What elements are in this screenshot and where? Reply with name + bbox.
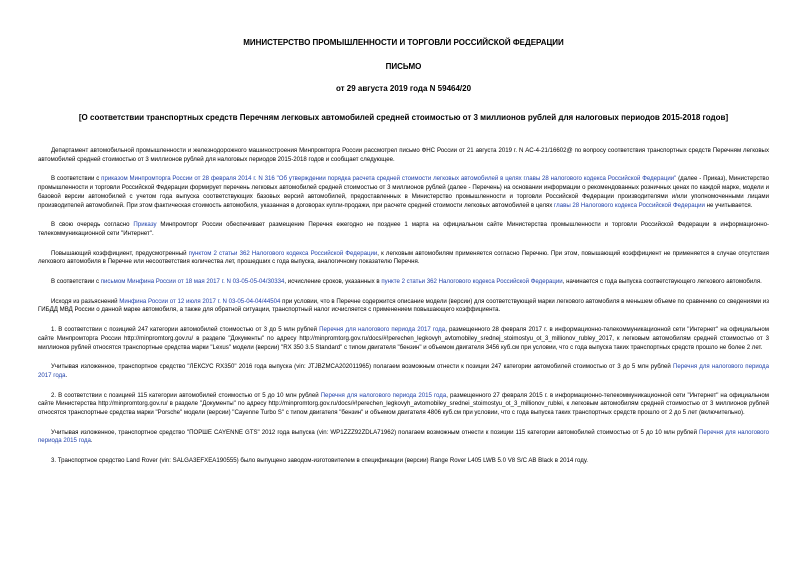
- paragraph-text: .: [65, 371, 68, 379]
- paragraph-item-3: [38, 457, 769, 466]
- paragraph-text: , размещенного 28 февраля 2017 г. в информационно-телекоммуникационной сети "Интернет" на официальном сайте Минпромторга России http://minpromtorg.gov.ru/ в разделе "Документы" по адресу http://minpromtorg.gov.ru/docs/#!perechen_legkovyh_avtomobiley_srednej_stoimostyu_ot_3_millionov_rubley_2017, к легковым автомобилям средней стоимостью от 3 миллионов рублей относятся транспортные средства марки "Lexus" модели (версии) "RX 350 3.5 Standard" с типом двигателя "бензин" и объемом двигателя 3456 куб.см при условии, что с года выпуска таких транспортных средств прошло не более 2 лет.: [38, 326, 769, 351]
- tax-code-article-362-link[interactable]: пункте 2 статьи 362 Налогового кодекса Российской Федерации: [381, 278, 563, 286]
- list-2017-link[interactable]: Перечня для налогового периода 2017 года: [319, 326, 446, 334]
- paragraph-text: В свою очередь согласно: [51, 221, 134, 229]
- list-2015-link[interactable]: Перечня для налогового периода 2015 года: [320, 391, 447, 399]
- paragraph-intro: [38, 147, 769, 164]
- paragraph-text: при условии, что в Перечне содержится описание модели (версии) для соответствующей марки легкового автомобиля в меньшем объеме по сравнению со сведениями из ГИБДД МВД России о данной марке автомобиля, а также для обратной ситуации, транспортный налог исчисляется с применением повышающего коэффициента.: [38, 297, 769, 314]
- order-316-link[interactable]: приказом Минпромторга России от 28 февраля 2014 г. N 316 "Об утверждении порядка расчета средней стоимости легковых автомобилей в целях главы 28 налогового кодекса Российской Федерации": [101, 175, 677, 183]
- document-date-number: от 29 августа 2019 года N 59464/20: [335, 84, 472, 93]
- paragraph-text: , размещенного 27 февраля 2015 г. в информационно-телекоммуникационной сети "Интернет" на официальном сайте Министерства http://minpromtorg.gov.ru/ в разделе "Документы" по адресу http://minpromtorg.gov.ru/docs/#!perechen_legkovyh_avtomobiley_srednei_stoimostyu_ot_3_millionov_rublei, к легковым автомобилям средней стоимостью от 3 миллионов рублей относятся транспортные средства марки "Porsche" модели (версии) "Cayenne Turbo S" с типом двигателя "бензин" и объемом двигателя 4806 куб.см при условии, что с года выпуска таких транспортных средств прошло от 2 до 5 лет (включительно).: [38, 391, 769, 417]
- paragraph-minfin-letter: [38, 278, 769, 287]
- paragraph-text: Исходя из разъяснений: [51, 297, 120, 305]
- paragraph-publication: [38, 221, 769, 238]
- paragraph-text: 1. В соответствии с позицией 247 категории автомобилей стоимостью от 3 до 5 млн рублей: [51, 326, 320, 334]
- paragraph-item-1: [38, 326, 769, 352]
- ministry-heading: МИНИСТЕРСТВО ПРОМЫШЛЕННОСТИ И ТОРГОВЛИ РОССИЙСКОЙ ФЕДЕРАЦИИ: [243, 38, 564, 47]
- document-type: ПИСЬМО: [385, 62, 422, 71]
- minfin-clarification-link[interactable]: Минфина России от 12 июля 2017 г. N 03-05-04-04/44504: [119, 297, 281, 305]
- paragraph-order: [38, 175, 769, 210]
- paragraph-coefficient: [38, 250, 769, 267]
- document-subject: [О соответствии транспортных средств Перечням легковых автомобилей средней стоимостью от 3 миллионов рублей для налоговых периодов 2015-2018 годов]: [78, 113, 729, 122]
- paragraph-text: Учитывая изложенное, транспортное средство "ПОРШЕ CAYENNE GTS" 2012 года выпуска (vin: WP1ZZZ92ZDLA71962) полагаем возможным отнести к позиции 115 категории автомобилей стоимостью от 5 до 10 млн рублей: [51, 428, 700, 436]
- tax-code-chapter-28-link[interactable]: главы 28 Налогового кодекса Российской Федерации: [554, 201, 705, 209]
- paragraph-text: , начинается с года выпуска соответствующего легкового автомобиля.: [562, 278, 762, 286]
- order-link[interactable]: Приказу: [133, 221, 157, 229]
- paragraph-item-1-conclusion: [38, 363, 769, 380]
- list-2015-link[interactable]: Перечня для налогового периода 2015 года: [38, 428, 770, 445]
- paragraph-text: .: [90, 437, 93, 445]
- paragraph-item-2: [38, 392, 769, 418]
- tax-code-article-362-link[interactable]: пунктом 2 статьи 362 Налогового кодекса Российской Федерации: [188, 249, 378, 257]
- paragraph-text: Департамент автомобильной промышленности и железнодорожного машиностроения Минпромторга России рассмотрел письмо ФНС России от 21 августа 2019 г. N АС-4-21/16602@ по вопросу соответствия транспортных средств Перечням легковых автомобилей средней стоимостью от 3 миллионов рублей для налоговых периодов 2015-2018 годов и сообщает следующее.: [38, 147, 769, 163]
- minfin-letter-link[interactable]: письмом Минфина России от 18 мая 2017 г. N 03-05-05-04/30334: [100, 278, 285, 286]
- paragraph-text: , исчисление сроков, указанных в: [284, 278, 382, 286]
- paragraph-text: В соответствии с: [51, 278, 101, 286]
- paragraph-text: , к легковым автомобилям применяется согласно Перечню. При этом, повышающий коэффициент не применяется в случае отсутствия легкового автомобиля в Перечне или несоответствия количества лет, прошедших с года выпуска, аналогичному показателю Перечня.: [38, 249, 769, 266]
- paragraph-text: (далее - Приказ), Министерство промышленности и торговли Российской Федерации формирует перечень легковых автомобилей средней стоимостью от 3 миллионов рублей (далее - Перечень) на основании информации о рекомендованных розничных ценах по каждой марке, модели и базовой версии автомобилей с учетом года выпуска соответствующих базовых версий автомобилей, предоставленных в Министерство промышленности и торговли Российской Федерации производителями и/или уполномоченными лицами производителей автомобилей. При этом фактическая стоимость автомобиля, указанная в договорах купли-продажи, при расчете средней стоимости легковых автомобилей в целях: [38, 175, 769, 209]
- paragraph-item-2-conclusion: [38, 429, 769, 446]
- paragraph-text: не учитывается.: [704, 201, 753, 209]
- paragraph-text: 2. В соответствии с позицией 115 категории автомобилей стоимостью от 5 до 10 млн рублей: [51, 391, 321, 399]
- paragraph-text: Повышающий коэффициент, предусмотренный: [51, 249, 189, 257]
- paragraph-text: 3. Транспортное средство Land Rover (vin: SALGA3EFXEA190555) было выпущено заводом-изготовителем в спецификации (версии) Range Rover L405 LWB 5.0 V8 S/C AB Black в 2014 году.: [51, 457, 588, 465]
- paragraph-text: Учитывая изложенное, транспортное средство "ЛЕКСУС RX350" 2016 года выпуска (vin: JTJBZMCA202011965) полагаем возможным отнести к позиции 247 категории автомобилей стоимостью от 3 до 5 млн рублей: [51, 363, 673, 371]
- list-2017-link[interactable]: Перечня для налогового периода 2017 года: [38, 363, 769, 379]
- paragraph-text: В соответствии с: [51, 175, 102, 183]
- paragraph-minfin-clarification: [38, 298, 769, 315]
- paragraph-text: Минпромторг России обеспечивает размещение Перечня ежегодно не позднее 1 марта на официальном сайте Министерства промышленности и торговли Российской Федерации в информационно-телекоммуникационной сети "Интернет".: [38, 221, 769, 237]
